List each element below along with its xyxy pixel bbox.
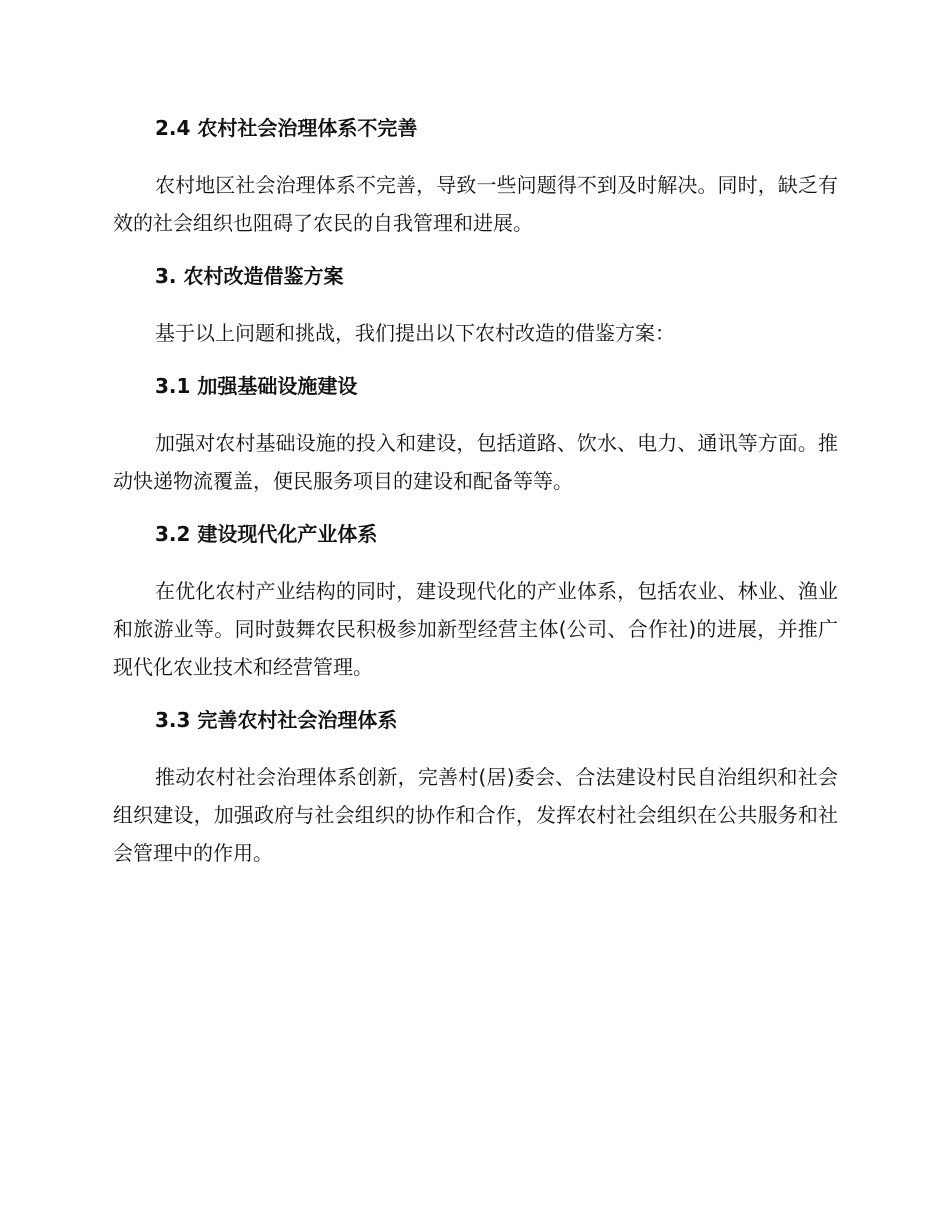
paragraph-3-3: 推动农村社会治理体系创新，完善村(居)委会、合法建设村民自治组织和社会组织建设，加强政府与社会组织的协作和合作，发挥农村社会组织在公共服务和社会管理中的作用。 [113,765,838,865]
spacer [113,404,838,424]
paragraph-3-2: 在优化农村产业结构的同时，建设现代化的产业体系，包括农业、林业、渔业和旅游业等。同时鼓舞农民积极参加新型经营主体(公司、合作社)的进展，并推广现代化农业技术和经营管理。 [113,579,838,679]
paragraph-3-1: 加强对农村基础设施的投入和建设，包括道路、饮水、电力、通讯等方面。推动快递物流覆盖，便民服务项目的建设和配备等等。 [113,431,838,493]
section-heading-2-4: 2.4 农村社会治理体系不完善 [155,116,418,140]
section-heading-3-1: 3.1 加强基础设施建设 [155,374,358,398]
document-page [113,110,838,872]
spacer [113,352,838,368]
spacer [113,294,838,314]
section-heading-3-2: 3.2 建设现代化产业体系 [155,522,378,546]
spacer [113,242,838,258]
spacer [113,500,838,516]
section-heading-3: 3. 农村改造借鉴方案 [155,264,344,288]
paragraph-3: 基于以上问题和挑战，我们提出以下农村改造的借鉴方案： [155,321,675,345]
spacer [113,738,838,758]
spacer [113,686,838,702]
section-heading-3-3: 3.3 完善农村社会治理体系 [155,708,398,732]
spacer [113,146,838,166]
paragraph-2-4: 农村地区社会治理体系不完善，导致一些问题得不到及时解决。同时，缺乏有效的社会组织也阻碍了农民的自我管理和进展。 [113,173,838,235]
spacer [113,552,838,572]
